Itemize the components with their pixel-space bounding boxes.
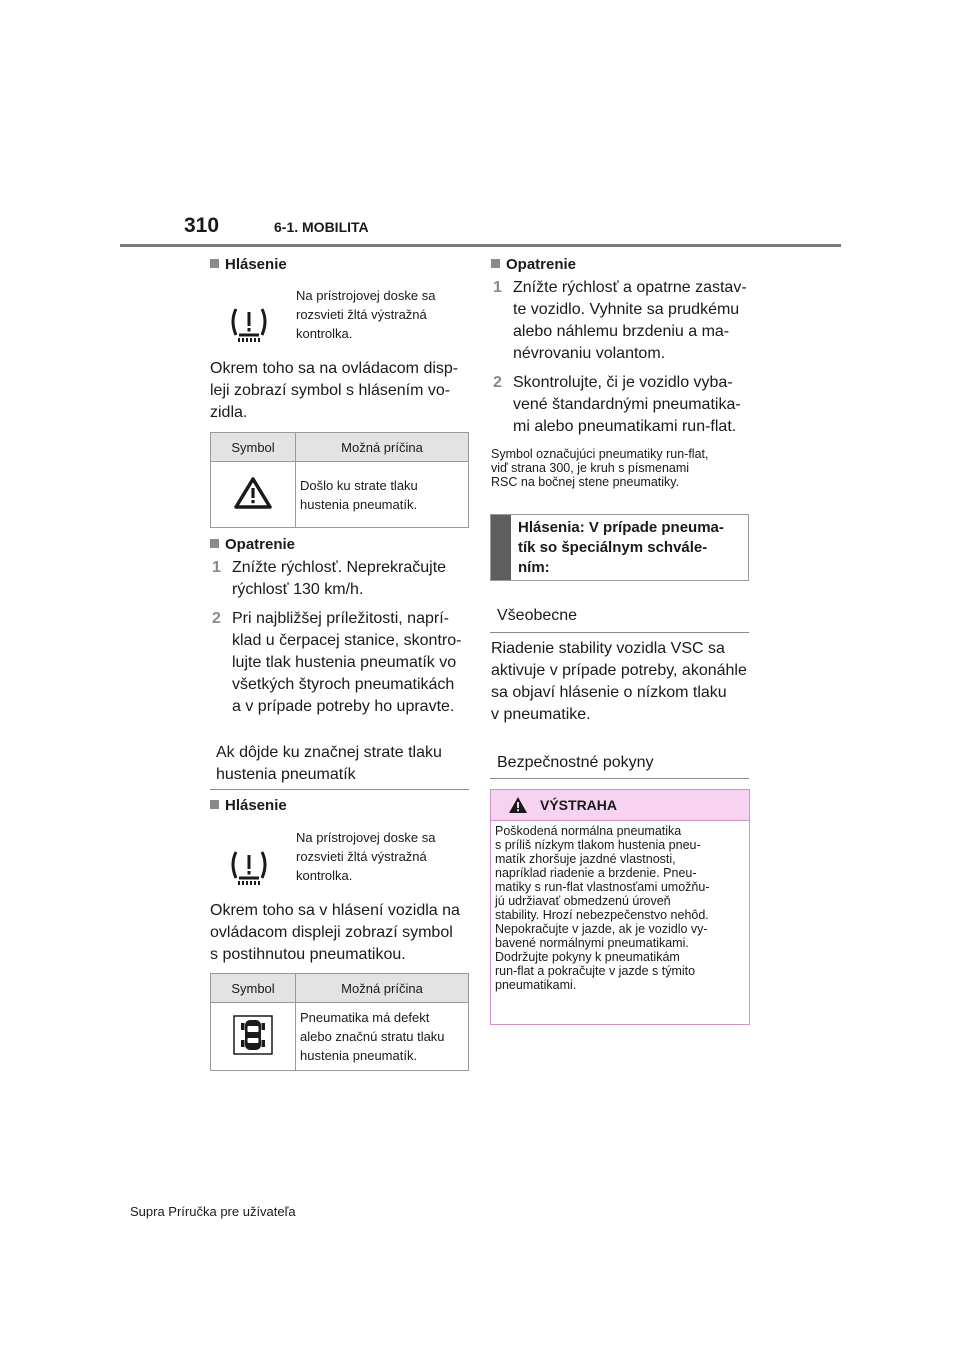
icon1-description: Na prístrojovej doske sa rozsvieti žltá výstražná kontrolka. [296,288,436,341]
table-cell-cause: Pneumatika má defekt alebo značnú stratu tlaku hustenia pneumatík. [296,1003,469,1071]
table-header-symbol: Symbol [211,433,296,462]
step-2-left: 2 Pri najbližšej príležitosti, naprí- klad u čerpacej stanice, skontro- lujte tlak hustenia pneumatík vo všetkých štyroch pneumatikách a v prípade potreby ho upravte. [212,610,462,715]
warning-header [491,790,749,821]
table-cell-cause: Došlo ku strate tlaku hustenia pneumatík. [296,462,469,528]
boxed-heading-bar [491,515,511,580]
subsection-safety: Bezpečnostné pokyny [497,754,654,771]
tpms-warning-icon [228,303,270,350]
table-cell-symbol [211,462,296,528]
warning-text: Poškodená normálna pneumatika s príliš nízkym tlakom hustenia pneu- matík zhoršuje jazdné vlastnosti, napríklad riadenie a brzdenie. Pneu- matiky s run-flat vlastnosťami umožňu- jú udržiavať obmedzenú úroveň stability. Hrozí nebezpečenstvo nehôd. Nepokračujte v jazde, ak je vozidlo vy- bavené normálnymi pneumatikami. Dodržujte pokyny k pneumatikám run-flat a pokračujte v jazde s týmito pneumatikami. [495,824,710,992]
icon2-description: Na prístrojovej doske sa rozsvieti žltá výstražná kontrolka. [296,830,436,883]
footer-title: Supra Príručka pre užívateľa [130,1204,296,1219]
paragraph-1: Okrem toho sa na ovládacom disp- leji zobrazí symbol s hlásením vo- zidla. [210,360,459,421]
bullet-square-icon [210,800,219,809]
subsection-general: Všeobecne [497,607,578,624]
vsc-paragraph: Riadenie stability vozidla VSC sa aktivuje v prípade potreby, akonáhle sa objaví hlásenie o nízkom tlaku v pneumatike. [491,640,747,723]
table-header-cause: Možná príčina [296,974,469,1003]
subsection-rule-general [490,632,749,633]
paragraph-2: Okrem toho sa v hlásení vozidla na ovládacom displeji zobrazí symbol s postihnutou pneumatikou. [210,902,460,963]
warning-triangle-icon [233,476,273,510]
bullet-square-icon [210,259,219,268]
warning-title: VÝSTRAHA [540,797,618,813]
run-flat-note: Symbol označujúci pneumatiky run-flat, viď strana 300, je kruh s písmenami RSC na bočnej stene pneumatiky. [491,447,709,489]
page-number: 310 [184,214,220,237]
heading-opatrenie-1: Opatrenie [210,536,295,553]
symbol-table-1 [210,432,469,528]
table-header-cause: Možná príčina [296,433,469,462]
table-header-symbol: Symbol [211,974,296,1003]
boxed-heading: Hlásenia: V prípade pneuma- tík so špeciálnym schvále- ním: [490,514,749,581]
step-1-left: 1 Znížte rýchlosť. Neprekračujte rýchlosť 130 km/h. [212,559,447,598]
symbol-table-2 [210,973,469,1071]
heading-hlasenie-1: Hlásenie [210,256,287,273]
subsection-rule-safety [490,778,749,779]
heading-opatrenie-2: Opatrenie [491,256,576,273]
step-2-right: 2 Skontrolujte, či je vozidlo vyba- vené štandardnými pneumatika- mi alebo pneumatikami run-flat. [493,374,741,435]
warning-box [490,789,750,1025]
table-cell-symbol [211,1003,296,1071]
bullet-square-icon [210,539,219,548]
subsection-rule-left [210,789,469,790]
car-top-view-icon [232,1014,274,1056]
warning-triangle-icon [508,796,528,814]
heading-hlasenie-2: Hlásenie [210,797,287,814]
subsection-title-left: Ak dôjde ku značnej strate tlaku hustenia pneumatík [216,744,442,783]
tpms-warning-icon-2 [228,846,270,893]
section-title: 6-1. MOBILITA [274,219,369,235]
header-rule [120,244,841,247]
bullet-square-icon [491,259,500,268]
step-1-right: 1 Znížte rýchlosť a opatrne zastav- te vozidlo. Vyhnite sa prudkému alebo náhlemu brzdeniu a ma- névrovaniu volantom. [493,279,747,362]
